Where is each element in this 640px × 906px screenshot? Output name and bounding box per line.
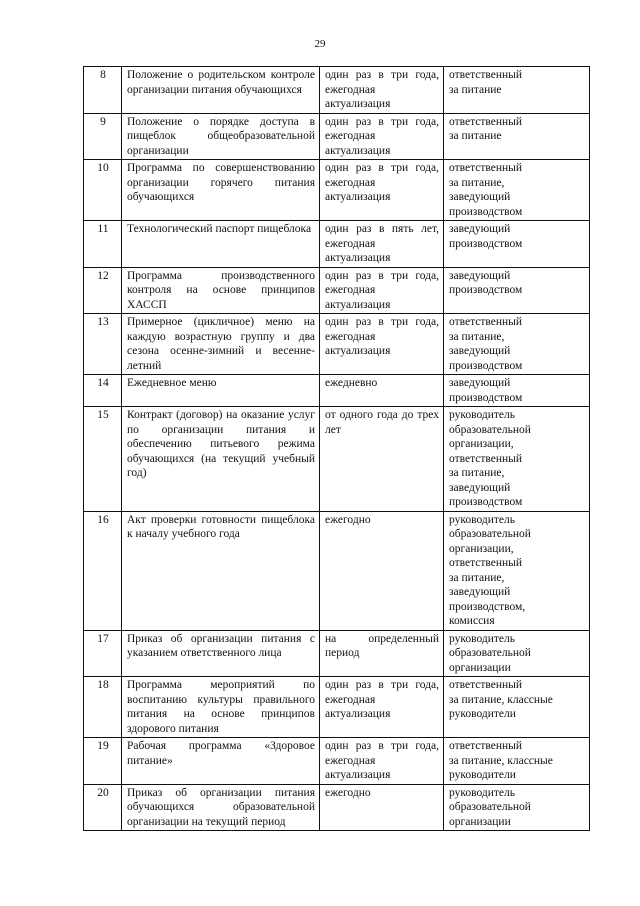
row-number: 11 (84, 221, 122, 268)
document-name: Программа по совершенствованию организации горячего питания обучающихся (122, 160, 320, 221)
responsible-line: ответственный (449, 69, 523, 81)
responsible-line: руководитель (449, 513, 515, 526)
responsible-line: образовательной (449, 423, 531, 436)
responsible-line: производством (449, 391, 523, 404)
responsible-line: производством (449, 496, 523, 508)
document-term: ежедневно (320, 375, 444, 407)
responsible-line: за питание, (449, 571, 505, 584)
row-number: 20 (84, 784, 122, 831)
responsible-line: руководитель (449, 786, 515, 799)
document-term: один раз в три года, ежегодная актуализация (320, 113, 444, 160)
responsible-line: заведующий (449, 223, 511, 235)
table-row (84, 221, 590, 268)
responsible-line: за питание (449, 83, 502, 96)
row-number: 9 (84, 113, 122, 160)
responsible-line: производством (449, 237, 523, 250)
document-name: Контракт (договор) на оказание услуг по организации питания и обеспечению питьевого режима обучающихся (на текущий учебный год) (122, 407, 320, 512)
responsible-persons (444, 221, 590, 268)
table-row (84, 113, 590, 160)
row-number: 8 (84, 67, 122, 114)
responsible-line: комиссия (449, 615, 495, 627)
responsible-line: организации, (449, 438, 514, 450)
document-name: Рабочая программа «Здоровое питание» (122, 738, 320, 785)
documents-table (83, 66, 590, 831)
responsible-line: производством, (449, 600, 526, 613)
document-name: Приказ об организации питания с указанием ответственного лица (122, 630, 320, 677)
document-name: Технологический паспорт пищеблока (122, 221, 320, 268)
document-name: Положение о порядке доступа в пищеблок общеобразовательной организации (122, 113, 320, 160)
row-number: 18 (84, 677, 122, 738)
responsible-line: руководитель (449, 409, 515, 421)
responsible-line: ответственный (449, 679, 523, 691)
document-name: Положение о родительском контроле организации питания обучающихся (122, 67, 320, 114)
responsible-line: образовательной (449, 647, 531, 659)
document-name: Программа производственного контроля на основе принципов ХАССП (122, 267, 320, 314)
table-row (84, 738, 590, 785)
document-term: один раз в три года, ежегодная актуализация (320, 67, 444, 114)
row-number: 15 (84, 407, 122, 512)
responsible-line: за питание (449, 130, 502, 142)
responsible-persons (444, 511, 590, 630)
responsible-line: заведующий (449, 345, 511, 357)
responsible-persons (444, 113, 590, 160)
table-row (84, 784, 590, 831)
document-term: один раз в три года, ежегодная актуализация (320, 267, 444, 314)
document-term: ежегодно (320, 784, 444, 831)
responsible-persons (444, 160, 590, 221)
document-term: ежегодно (320, 511, 444, 630)
responsible-line: за питание, (449, 176, 505, 189)
document-name: Программа мероприятий по воспитанию культуры правильного питания на основе принципов здорового питания (122, 677, 320, 738)
row-number: 14 (84, 375, 122, 407)
responsible-line: заведующий (449, 586, 511, 598)
table-row (84, 407, 590, 512)
document-term: один раз в три года, ежегодная актуализация (320, 160, 444, 221)
document-term: один раз в три года, ежегодная актуализация (320, 738, 444, 785)
document-term: на определенный период (320, 630, 444, 677)
responsible-line: организации, (449, 542, 514, 555)
document-name: Ежедневное меню (122, 375, 320, 407)
responsible-line: организации (449, 815, 511, 828)
responsible-line: за питание, (449, 467, 505, 479)
document-name: Акт проверки готовности пищеблока к началу учебного года (122, 511, 320, 630)
responsible-persons (444, 677, 590, 738)
document-name: Примерное (цикличное) меню на каждую возрастную группу и два сезона осенне-зимний и весенне-летний (122, 314, 320, 375)
responsible-line: за питание, классные руководители (449, 693, 553, 720)
responsible-persons (444, 267, 590, 314)
row-number: 16 (84, 511, 122, 630)
responsible-line: производством (449, 205, 523, 218)
table-row (84, 267, 590, 314)
document-term: от одного года до трех лет (320, 407, 444, 512)
page-number: 29 (314, 38, 326, 50)
responsible-line: ответственный (449, 115, 523, 128)
row-number: 12 (84, 267, 122, 314)
document-term: один раз в три года, ежегодная актуализация (320, 314, 444, 375)
table-row (84, 160, 590, 221)
responsible-line: организации (449, 661, 511, 674)
row-number: 10 (84, 160, 122, 221)
table-row (84, 677, 590, 738)
responsible-line: за питание, (449, 330, 505, 343)
responsible-line: ответственный (449, 557, 523, 569)
responsible-persons (444, 630, 590, 677)
table-row (84, 630, 590, 677)
responsible-line: заведующий (449, 269, 511, 282)
responsible-line: ответственный (449, 316, 523, 328)
responsible-line: производством (449, 284, 523, 296)
responsible-persons (444, 314, 590, 375)
responsible-line: ответственный (449, 162, 523, 174)
responsible-line: образовательной (449, 801, 531, 813)
table-row (84, 375, 590, 407)
document-name: Приказ об организации питания обучающихся образовательной организации на текущий период (122, 784, 320, 831)
responsible-line: образовательной (449, 528, 531, 540)
responsible-persons (444, 407, 590, 512)
responsible-persons (444, 738, 590, 785)
responsible-line: за питание, классные руководители (449, 754, 553, 781)
row-number: 17 (84, 630, 122, 677)
responsible-line: заведующий (449, 481, 511, 494)
responsible-line: производством (449, 359, 523, 372)
responsible-line: ответственный (449, 452, 523, 465)
table-row (84, 511, 590, 630)
table-row (84, 67, 590, 114)
document-term: один раз в три года, ежегодная актуализация (320, 677, 444, 738)
responsible-line: ответственный (449, 740, 523, 752)
responsible-line: заведующий (449, 191, 511, 203)
responsible-line: руководитель (449, 632, 515, 645)
row-number: 13 (84, 314, 122, 375)
table-row (84, 314, 590, 375)
document-term: один раз в пять лет, ежегодная актуализация (320, 221, 444, 268)
row-number: 19 (84, 738, 122, 785)
responsible-persons (444, 67, 590, 114)
responsible-persons (444, 784, 590, 831)
responsible-line: заведующий (449, 377, 511, 389)
responsible-persons (444, 375, 590, 407)
